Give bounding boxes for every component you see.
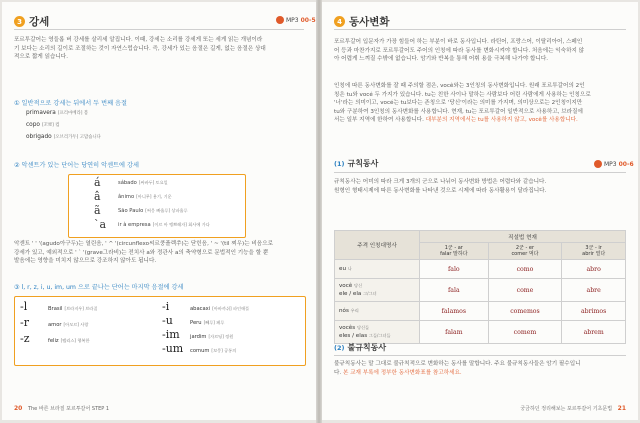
accent-example: `a ir à empresa [이르 아 엥쁘레자] 회사에 가다 bbox=[94, 218, 210, 231]
table-row: nós 우리 falamos comemos abrimos bbox=[335, 302, 626, 321]
section-title: 동사변화 bbox=[349, 16, 390, 28]
page-number: 20 bbox=[14, 405, 23, 412]
column-header: 1군 - ar falar 말하다 bbox=[420, 243, 489, 260]
section-header-stress bbox=[14, 14, 49, 29]
ending-example: -u Peru [뻬루] 페루 bbox=[162, 314, 225, 327]
rule-2-heading: ② 악센트가 있는 단어는 당연히 악센트에 강세 bbox=[14, 162, 139, 169]
subsection-divider bbox=[334, 355, 626, 356]
rule-3-heading: ③ l, r, z, i, u, im, um 으로 끝나는 단어는 마지막 음절에 강세 bbox=[14, 284, 184, 291]
column-header: 3군 - ir abrir 열다 bbox=[562, 243, 626, 260]
highlight-note: 본 교재 부록에 정부한 동사변화표를 참고하세요. bbox=[342, 369, 462, 376]
accent-explanation: 악센트 ' ' '(agudo아구두)는 열린음, ' ^ '(circunflexo씨르쿵플렉쑤)는 닫힌음, ' ~ '(til 찌우)는 비음으로 강세가 있고, 예외적으로 ' ` '(grave그라비)는 전치사 a와 정관사 a의 축약형으로 문법적인 기능을 할 뿐 발음에는 영향을 미치지 않으므로 강조하지 않아도 됩니다. bbox=[14, 241, 273, 265]
page-footer: 궁금하던 정리해보는 포르투갈어 기초문법 21 bbox=[520, 405, 626, 412]
example-word: primavera [프리마베라] 봄 bbox=[26, 110, 89, 116]
accent-example: á sábado [싸바두] 토요일 bbox=[94, 176, 168, 189]
rule-1-heading: ① 일반적으로 강세는 뒤에서 두 번째 음절 bbox=[14, 100, 127, 107]
section-header-conjugation bbox=[334, 14, 390, 29]
subsection-irregular-verbs: (2) 불규칙동사 bbox=[334, 343, 387, 352]
ending-example: -l Brasil [브라지우] 브라질 bbox=[20, 300, 98, 313]
accent-example: â ânimo [아니무] 용기, 기운 bbox=[94, 190, 172, 203]
table-row: vocês 당신들 eles / elas 그들/그녀들 falam comem abrem bbox=[335, 321, 626, 344]
irregular-verbs-paragraph: 불규칙동사는 말 그대로 불규칙적으로 변화하는 동사를 말합니다. 주요 불규칙동사들은 암기 필수입니 다. 본 교재 부록에 정부한 동사변화표를 참고하세요. bbox=[334, 361, 581, 376]
cd-icon bbox=[276, 16, 284, 24]
intro-paragraph: 포르투갈어는 영들롭 버 강세를 살리세 알집니다. 이때, 강세는 소리를 강세게 또는 세게 읽는 개념이라 기 보다는 소리의 길이로 조절하는 것이 자연스럽습니다. 즉, 강세가 있는 음절은 길게, 없는 음절은 상대 적으로 짧게 읽습니다. bbox=[14, 37, 266, 61]
conjugation-table bbox=[334, 230, 626, 344]
ending-example: -r amor [아모르] 사랑 bbox=[20, 316, 89, 329]
example-word: copo [꼬뽀] 컵 bbox=[26, 122, 60, 128]
column-header: 직설법 현재 bbox=[420, 231, 626, 243]
page-number: 21 bbox=[617, 405, 626, 412]
ending-example: -im jardim [자르딩] 정원 bbox=[162, 328, 234, 341]
header-divider bbox=[334, 29, 626, 30]
column-header: 2군 - er comer 먹다 bbox=[488, 243, 562, 260]
ending-example: -i abacaxi [아바까쉬] 파인애플 bbox=[162, 300, 250, 313]
subsection-divider bbox=[334, 172, 626, 173]
table-row: você 당신 ele / ela 그/그녀 fala come abre bbox=[335, 279, 626, 302]
example-word: obrigado [오브리가두] 고맙습니다 bbox=[26, 134, 101, 140]
ending-example: -z feliz [펠리스] 행복한 bbox=[20, 332, 90, 345]
accent-example: ã São Paulo [써웅 빠울루] 상파울루 bbox=[94, 204, 188, 217]
highlight-note: 대부분의 지역에서는 tu를 사용하지 않고, você를 사용합니다. bbox=[425, 117, 578, 124]
ending-example: -um comum [꼬뭉] 공통의 bbox=[162, 342, 237, 355]
table-row: eu 나 falo como abro bbox=[335, 260, 626, 279]
section-number: 4 bbox=[334, 16, 345, 27]
section-title: 강세 bbox=[29, 16, 50, 28]
column-header: 주격 인칭대명사 bbox=[335, 231, 420, 260]
section-number: 3 bbox=[14, 16, 25, 27]
subsection-regular-verbs: (1) 규칙동사 bbox=[334, 159, 379, 168]
mp3-track-badge: MP3 00-6 bbox=[594, 160, 634, 168]
regular-verbs-paragraph: 규칙동사는 어미의 따라 크게 3개의 군으로 나뉘어 동사변화 방법은 어렵다와 같습니다. 원형인 형태시제에 따른 동사변화를 나타낸 것으로 시제에 따라 동사활용이 달라집니다. bbox=[334, 179, 547, 194]
left-page bbox=[2, 2, 316, 420]
header-divider bbox=[14, 29, 304, 30]
page-footer: 20 The 바른 브라질 포르투갈어 STEP 1 bbox=[14, 405, 110, 412]
intro-paragraph: 포르투갈어 입문자가 가장 힘들어 하는 부분이 바로 동사입니다. 라틴어, 프랑스어, 이탈리아어, 스페인 어 등과 마찬가지로 포르투갈어도 주어의 인칭에 따라 동사를 변화시켜야 합니다. 처음에는 익숙하지 않 아 어렵게 느껴질 수밖에 없습니다. 암기와 반복을 통해 어휘 용을 극복해 나가야 합니다. bbox=[334, 39, 585, 63]
person-note-paragraph: 인칭에 따른 동사변화를 잘 때 주의할 점은, você와는 3인칭의 동사변화입니다. 원래 포르투갈어의 2인 칭은 tu와 vocé 두 가지가 있습니다. tu는 친한 사이나 말하는 사람보다 어린 사람에게 사용하는 인칭으로 '너'라는 의미이고, vocé는 tu보다는 존칭으로 '당신'이라는 의미를 가지며, 의미상으로는 2인칭이지만 tu와 구분하여 3인칭의 동사변화를 사용합니다. 현재, tu는 포르투갈어 일반적으로 사용하고, 브라질에 서는 일부 지역에 한하여 사용합니다. 대부분의 지역에서는 tu를 사용하지 않고, você를 사용합니다. bbox=[334, 83, 591, 124]
cd-icon bbox=[594, 160, 602, 168]
right-page bbox=[322, 2, 638, 420]
mp3-track-badge: MP3 00-5 bbox=[276, 16, 316, 24]
